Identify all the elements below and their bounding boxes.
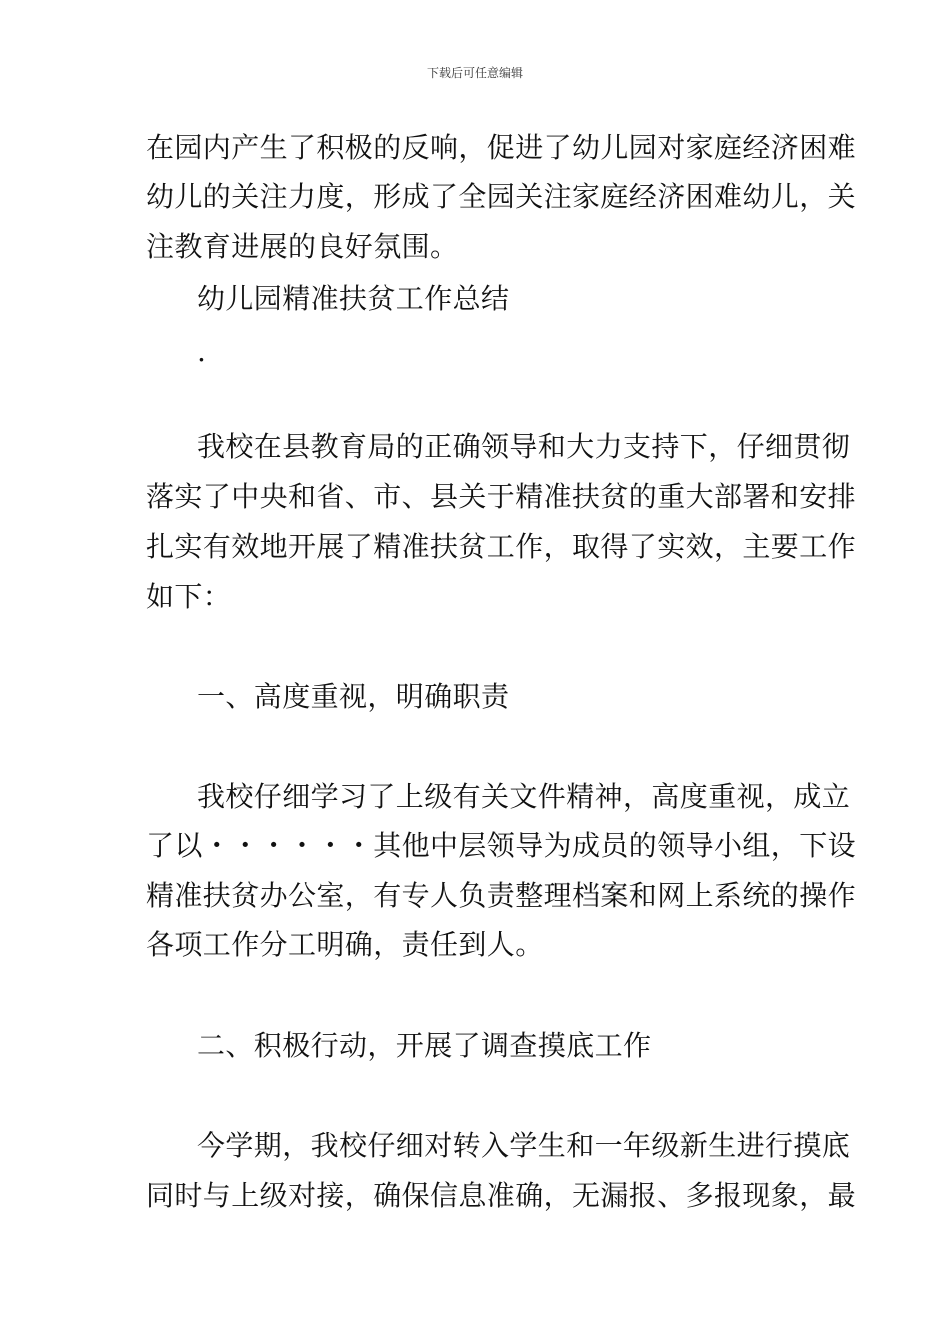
body-line: 落实了中央和省、市、县关于精准扶贫的重大部署和安排 [146,480,857,513]
document-title: 幼儿园精准扶贫工作总结 [197,282,510,315]
body-line: 各项工作分工明确，责任到人。 [146,928,544,961]
body-line: 幼儿的关注力度，形成了全园关注家庭经济困难幼儿，关 [146,180,857,213]
body-line: 如下： [146,580,232,613]
section-heading: 二、积极行动，开展了调查摸底工作 [197,1029,652,1062]
body-line: 同时与上级对接，确保信息准确，无漏报、多报现象，最 [146,1179,857,1212]
body-line: 我校仔细学习了上级有关文件精神，高度重视，成立 [197,780,851,813]
body-line: 在园内产生了积极的反响，促进了幼儿园对家庭经济困难 [146,131,857,164]
body-line: . [197,335,207,368]
body-line: 我校在县教育局的正确领导和大力支持下，仔细贯彻 [197,430,851,463]
section-heading: 一、高度重视，明确职责 [197,680,510,713]
body-line: 今学期，我校仔细对转入学生和一年级新生进行摸底 [197,1129,851,1162]
body-line: 注教育进展的良好氛围。 [146,230,459,263]
body-line: 了以・・・・・・其他中层领导为成员的领导小组，下设 [146,829,857,862]
body-line: 扎实有效地开展了精准扶贫工作，取得了实效，主要工作 [146,530,857,563]
header-note: 下载后可任意编辑 [426,66,523,80]
body-line: 精准扶贫办公室，有专人负责整理档案和网上系统的操作 [146,879,857,912]
